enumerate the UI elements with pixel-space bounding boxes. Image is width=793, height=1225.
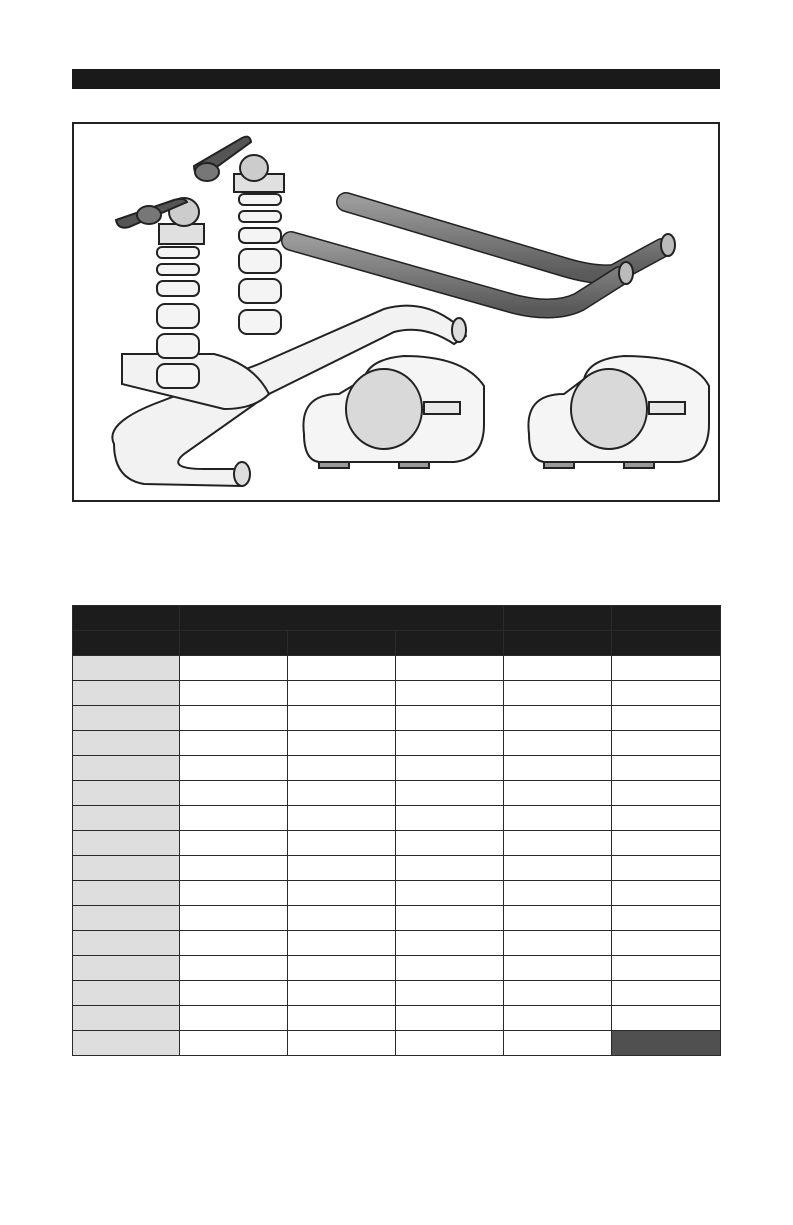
table-cell — [612, 781, 721, 806]
table-cell — [288, 656, 396, 681]
table-cell — [504, 756, 612, 781]
table-cell — [612, 1031, 721, 1056]
table-cell — [504, 806, 612, 831]
table-cell — [612, 981, 721, 1006]
table-cell — [180, 656, 288, 681]
section-title-bar — [72, 69, 720, 89]
table-cell — [504, 931, 612, 956]
table-cell — [612, 881, 721, 906]
table-cell — [396, 1006, 504, 1031]
table-cell — [288, 756, 396, 781]
table-cell — [504, 1031, 612, 1056]
spec-table — [72, 605, 721, 1056]
table-row — [73, 656, 721, 681]
table-row — [73, 1006, 721, 1031]
table-cell — [288, 1006, 396, 1031]
table-cell — [180, 956, 288, 981]
riser-clamp-right — [234, 155, 284, 192]
table-cell — [288, 681, 396, 706]
table-cell — [504, 706, 612, 731]
table-cell — [288, 806, 396, 831]
table-cell — [288, 831, 396, 856]
table-cell — [396, 681, 504, 706]
row-label-cell — [73, 881, 180, 906]
table-row — [73, 1031, 721, 1056]
table-header-cell — [73, 631, 180, 656]
table-cell — [180, 881, 288, 906]
table-header-row-1 — [73, 606, 721, 631]
table-cell — [504, 781, 612, 806]
table-cell — [396, 981, 504, 1006]
row-label-cell — [73, 781, 180, 806]
table-cell — [396, 956, 504, 981]
row-label-cell — [73, 1031, 180, 1056]
table-cell — [504, 881, 612, 906]
table-row — [73, 956, 721, 981]
table-cell — [180, 931, 288, 956]
table-body — [73, 656, 721, 1056]
table-cell — [504, 956, 612, 981]
table-cell — [288, 981, 396, 1006]
table-cell — [504, 731, 612, 756]
table-header-cell — [504, 606, 612, 631]
table-header-cell — [396, 631, 504, 656]
table-header-cell — [180, 631, 288, 656]
table-row — [73, 681, 721, 706]
table-cell — [612, 906, 721, 931]
table-header-row-2 — [73, 631, 721, 656]
table-cell — [612, 931, 721, 956]
table-cell — [288, 706, 396, 731]
row-label-cell — [73, 806, 180, 831]
table-cell — [288, 1031, 396, 1056]
table-cell — [612, 706, 721, 731]
table-cell — [612, 956, 721, 981]
table-cell — [504, 856, 612, 881]
table-cell — [612, 831, 721, 856]
table-cell — [180, 1006, 288, 1031]
table-header-cell — [288, 631, 396, 656]
table-cell — [180, 981, 288, 1006]
table-cell — [396, 1031, 504, 1056]
table-cell — [396, 731, 504, 756]
table-row — [73, 706, 721, 731]
table-cell — [612, 756, 721, 781]
spacer-stack-right — [239, 194, 281, 334]
table-cell — [504, 906, 612, 931]
row-label-cell — [73, 656, 180, 681]
row-label-cell — [73, 731, 180, 756]
table-header-cell — [504, 631, 612, 656]
row-label-cell — [73, 706, 180, 731]
table-row — [73, 756, 721, 781]
table-cell — [288, 931, 396, 956]
aerobar-illustration — [74, 124, 718, 500]
table-cell — [180, 681, 288, 706]
table-row — [73, 856, 721, 881]
table-row — [73, 806, 721, 831]
table-cell — [504, 681, 612, 706]
table-cell — [288, 956, 396, 981]
table-cell — [288, 856, 396, 881]
table-row — [73, 906, 721, 931]
table-row — [73, 931, 721, 956]
table-cell — [504, 981, 612, 1006]
table-row — [73, 781, 721, 806]
table-cell — [396, 656, 504, 681]
table-cell — [288, 881, 396, 906]
table-cell — [180, 831, 288, 856]
row-label-cell — [73, 831, 180, 856]
table-cell — [180, 856, 288, 881]
table-cell — [612, 731, 721, 756]
table-cell — [504, 1006, 612, 1031]
row-label-cell — [73, 956, 180, 981]
table-cell — [612, 856, 721, 881]
table-cell — [180, 756, 288, 781]
table-cell — [180, 731, 288, 756]
table-cell — [396, 806, 504, 831]
exploded-view-figure — [72, 122, 720, 502]
row-label-cell — [73, 906, 180, 931]
table-cell — [396, 756, 504, 781]
table-row — [73, 731, 721, 756]
table-header-cell — [73, 606, 180, 631]
table-header-cell — [612, 606, 721, 631]
clamp-detail-a — [303, 356, 484, 468]
row-label-cell — [73, 681, 180, 706]
spacer-stack-left — [157, 247, 199, 388]
table-cell — [396, 931, 504, 956]
table-cell — [396, 881, 504, 906]
row-label-cell — [73, 1006, 180, 1031]
table-cell — [396, 856, 504, 881]
table-cell — [180, 781, 288, 806]
table-cell — [180, 806, 288, 831]
table-cell — [504, 831, 612, 856]
table-cell — [396, 906, 504, 931]
table-cell — [612, 1006, 721, 1031]
row-label-cell — [73, 756, 180, 781]
table-header-cell — [612, 631, 721, 656]
table-cell — [288, 781, 396, 806]
clamp-detail-b — [528, 356, 709, 468]
table-cell — [612, 656, 721, 681]
table-row — [73, 881, 721, 906]
table-cell — [180, 1031, 288, 1056]
table-cell — [396, 706, 504, 731]
row-label-cell — [73, 856, 180, 881]
row-label-cell — [73, 981, 180, 1006]
table-cell — [396, 781, 504, 806]
table-cell — [612, 681, 721, 706]
table-header-cell — [180, 606, 504, 631]
table-cell — [396, 831, 504, 856]
row-label-cell — [73, 931, 180, 956]
table-row — [73, 831, 721, 856]
table-cell — [180, 906, 288, 931]
table-cell — [288, 906, 396, 931]
table-cell — [504, 656, 612, 681]
table-cell — [180, 706, 288, 731]
table-row — [73, 981, 721, 1006]
table-cell — [288, 731, 396, 756]
table-cell — [612, 806, 721, 831]
